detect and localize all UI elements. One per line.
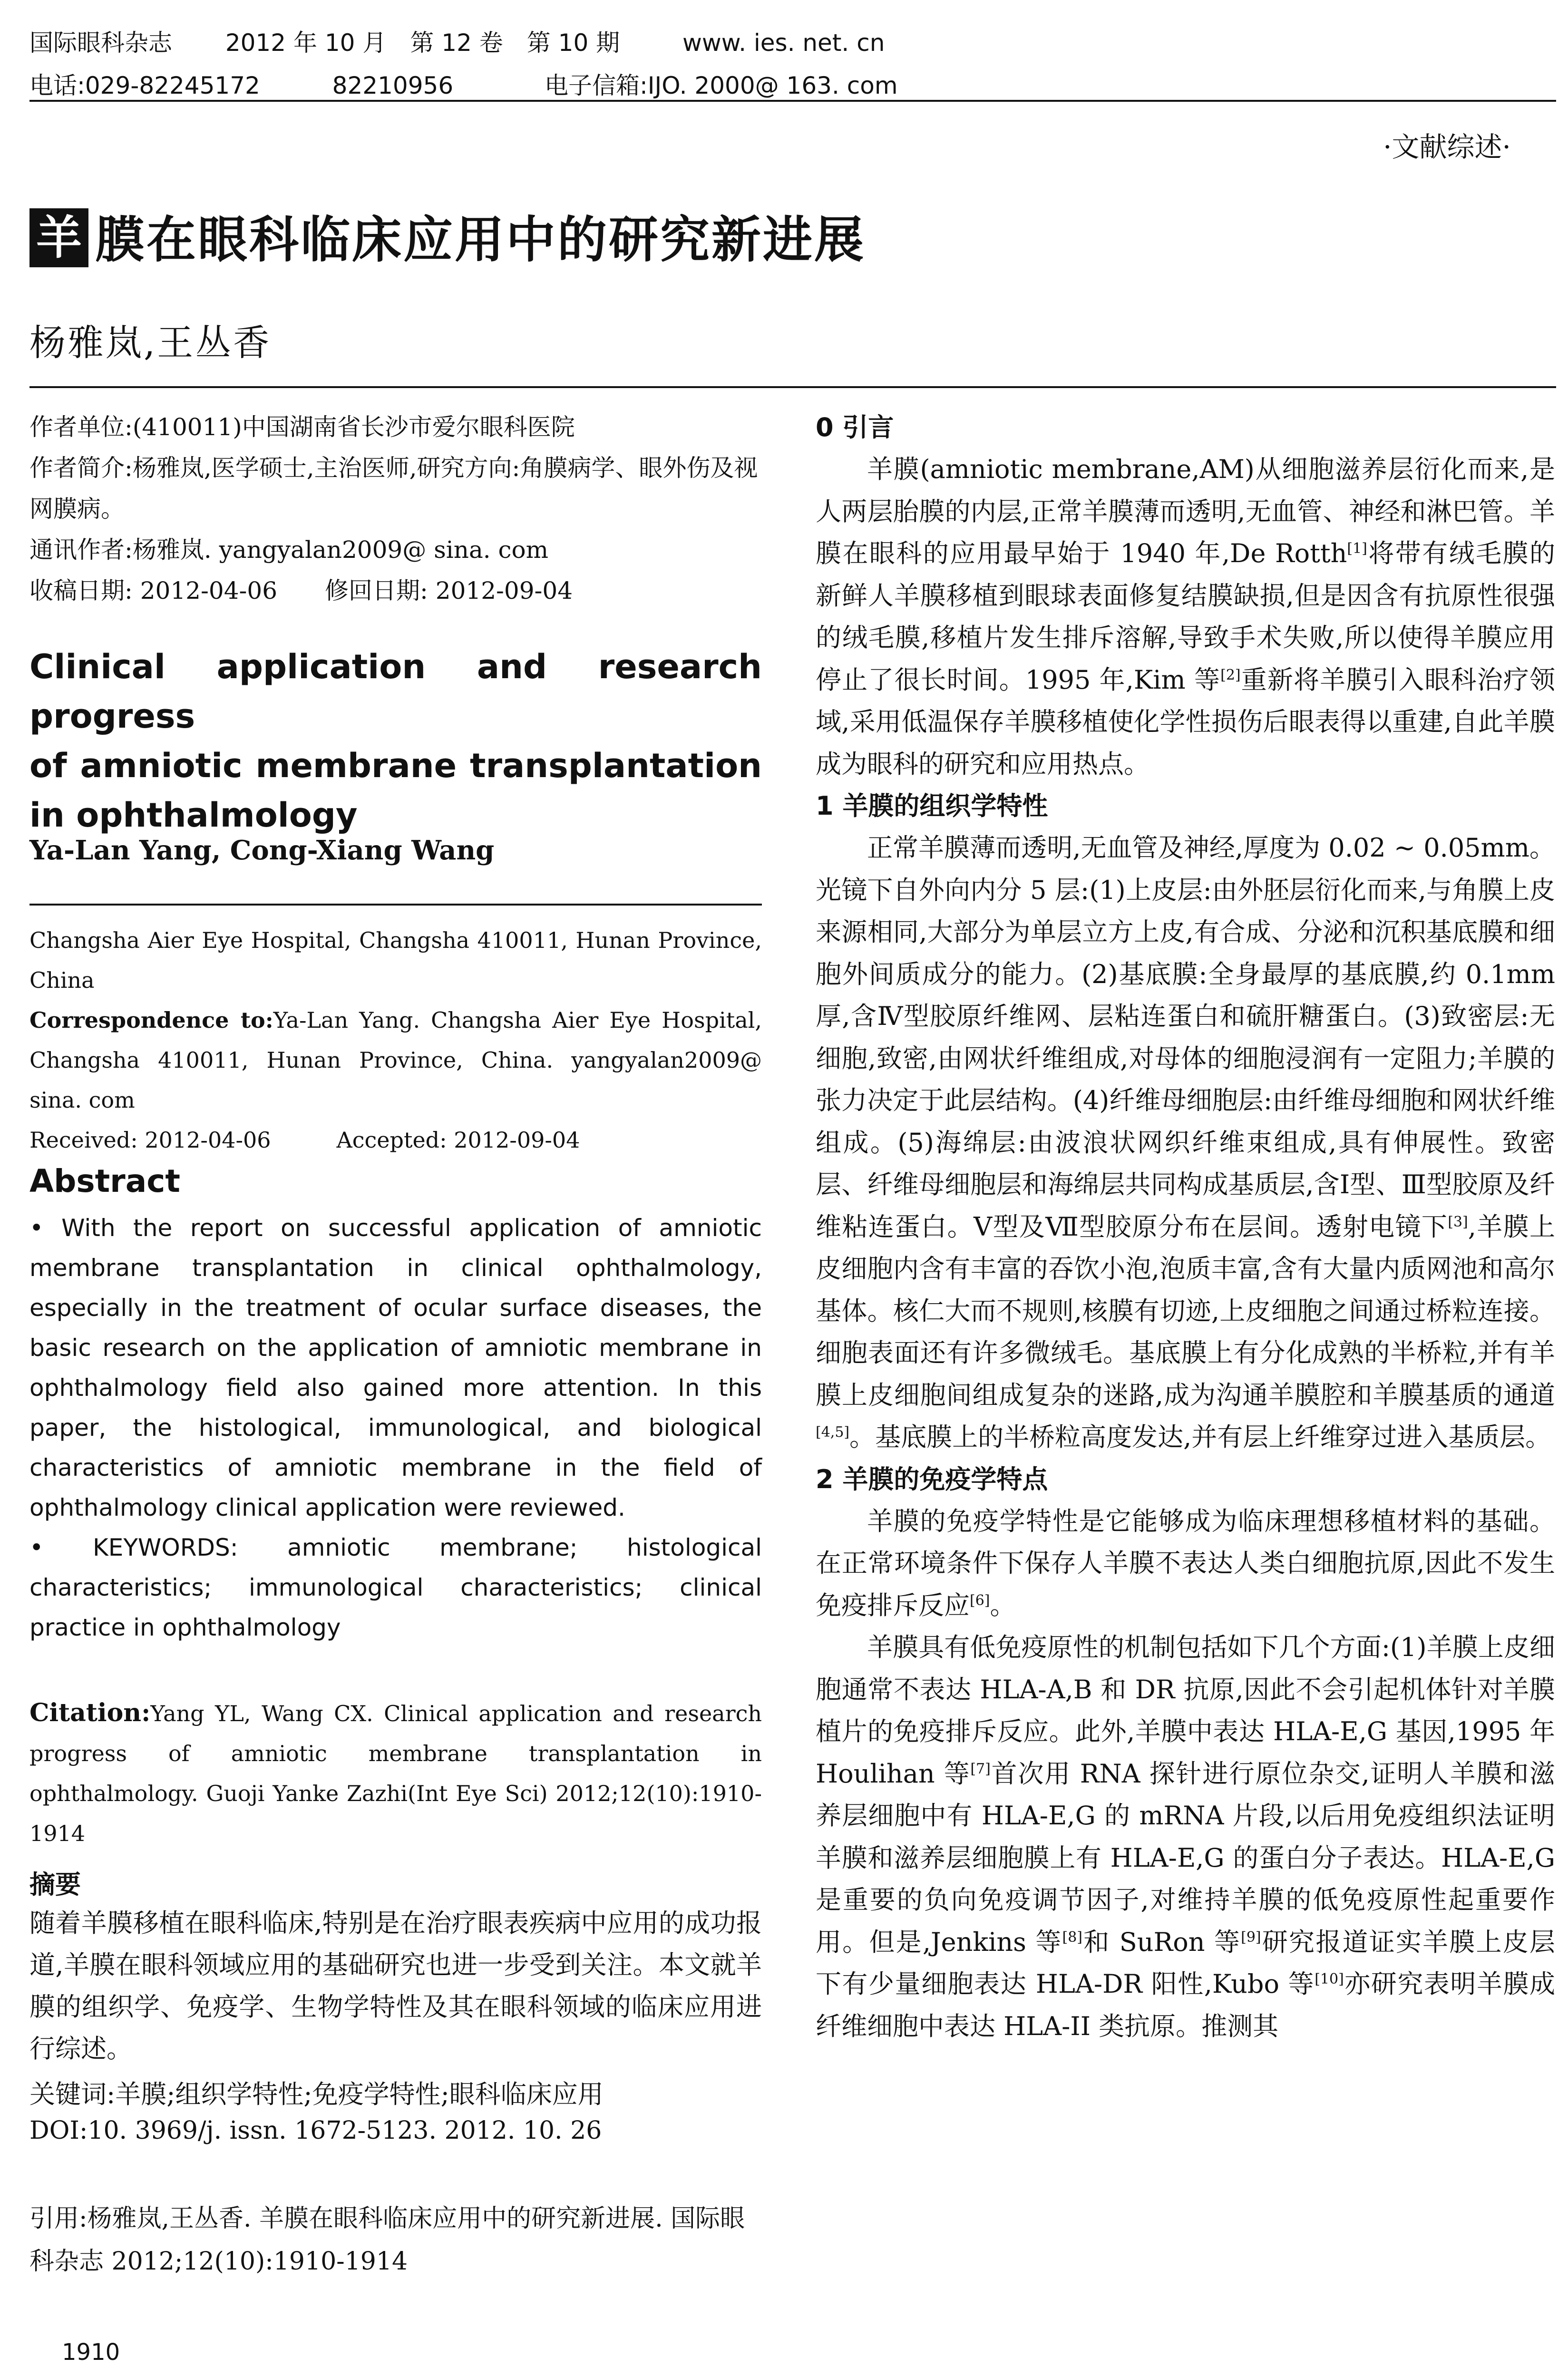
journal-phone-2: 82210956 [332,72,454,99]
page-number: 1910 [62,2339,120,2366]
doi[interactable]: DOI:10. 3969/j. issn. 1672-5123. 2012. 10. 26 [29,2116,602,2145]
header-rule [29,100,1556,102]
title-rule [29,386,1556,388]
abstract-body [29,1208,762,1647]
english-affiliation: Changsha Aier Eye Hospital, Changsha 410011, Hunan Province, China [29,927,762,993]
body-text [816,407,1555,2047]
section-tag: ·文献综述· [1383,131,1511,163]
meta-correspondence: 通讯作者:杨雅岚. yangyalan2009@ sina. com [29,536,549,564]
correspondence-text: Ya-Lan Yang. Changsha Aier Eye Hospital, Changsha 410011, Hunan Province, China. yangyalan2009@ sina. com [29,1007,762,1113]
english-title-line-3: in ophthalmology [29,796,358,835]
abstract-keywords: • KEYWORDS: amniotic membrane; histological characteristics; immunological characteristics; clinical practice in ophthalmology [29,1534,762,1641]
abstract-heading: Abstract [29,1163,180,1199]
journal-email[interactable]: 电子信箱:IJO. 2000@ 163. com [544,72,898,99]
journal-name: 国际眼科杂志 [29,29,172,57]
paragraph-intro: 羊膜(amniotic membrane,AM)从细胞滋养层衍化而来,是人两层胎膜的内层,正常羊膜薄而透明,无血管、神经和淋巴管。羊膜在眼科的应用最早始于 1940 年,De Rotth[1]将带有绒毛膜的新鲜人羊膜移植到眼球表面修复结膜缺损,但是因含有抗原性很强的绒毛膜,移植片发生排斥溶解,导致手术失败,所以使得羊膜应用停止了很长时间。1995 年,Kim 等[2]重新将羊膜引入眼科治疗领域,采用低温保存羊膜移植使化学性损伤后眼表得以重建,自此羊膜成为眼科的研究和应用热点。 [816,454,1555,779]
chinese-keywords: 关键词:羊膜;组织学特性;免疫学特性;眼科临床应用 [29,2079,604,2109]
section-heading-histology: 1 羊膜的组织学特性 [816,791,1048,821]
paragraph-immunology-2: 羊膜具有低免疫原性的机制包括如下几个方面:(1)羊膜上皮细胞通常不表达 HLA-A,B 和 DR 抗原,因此不会引起机体针对羊膜植片的免疫排斥反应。此外,羊膜中表达 HLA-E,G 基因,1995 年 Houlihan 等[7]首次用 RNA 探针进行原位杂交,证明人羊膜和滋养层细胞中有 HLA-E,G 的 mRNA 片段,以后用免疫组织法证明羊膜和滋养层细胞膜上有 HLA-E,G 的蛋白分子表达。HLA-E,G 是重要的负向免疫调节因子,对维持羊膜的低免疫原性起重要作用。但是,Jenkins 等[8]和 SuRon 等[9]研究报道证实羊膜上皮层下有少量细胞表达 HLA-DR 阳性,Kubo 等[10]亦研究表明羊膜成纤维细胞中表达 HLA-II 类抗原。推测其 [816,1632,1555,2041]
author-meta [29,407,762,611]
english-received: Received: 2012-04-06 Accepted: 2012-09-04 [29,1127,580,1153]
chinese-citation: 引用:杨雅岚,王丛香. 羊膜在眼科临床应用中的研究新进展. 国际眼科杂志 2012;12(10):1910-1914 [29,2204,745,2276]
meta-affiliation: 作者单位:(410011)中国湖南省长沙市爱尔眼科医院 [29,413,575,441]
left-column-rule [29,904,762,906]
chinese-abstract-text: 随着羊膜移植在眼科临床,特别是在治疗眼表疾病中应用的成功报道,羊膜在眼科领域应用的基础研究也进一步受到关注。本文就羊膜的组织学、免疫学、生物学特性及其在眼科领域的临床应用进行综述。 [29,1908,762,2064]
chinese-abstract-heading: 摘要 [29,1870,81,1900]
authors-zh: 杨雅岚,王丛香 [29,321,272,364]
english-citation [29,1693,762,1853]
journal-header-line-2 [29,67,898,101]
journal-website[interactable]: www. ies. net. cn [682,29,885,57]
citation-label: Citation: [29,1698,151,1727]
english-title [29,642,762,840]
section-heading-intro: 0 引言 [816,412,894,442]
paragraph-immunology-1: 羊膜的免疫学特性是它能够成为临床理想移植材料的基础。在正常环境条件下保存人羊膜不表达人类白细胞抗原,因此不发生免疫排斥反应[6]。 [816,1506,1555,1620]
english-authors: Ya-Lan Yang, Cong-Xiang Wang [29,835,495,866]
abstract-text: • With the report on successful application of amniotic membrane transplantation in clinical ophthalmology, especially in the treatment of ocular surface diseases, the basic research on the application of amniotic membrane in ophthalmology field also gained more attention. In this paper, the histological, immunological, and biological characteristics of amniotic membrane in the field of ophthalmology clinical application were reviewed. [29,1214,762,1521]
journal-phone: 电话:029-82245172 [29,72,260,99]
title-first-char: 羊 [29,208,88,267]
section-heading-immunology: 2 羊膜的免疫学特点 [816,1464,1048,1494]
english-correspondence [29,1000,762,1120]
english-title-line-2: of amniotic membrane transplantation [29,746,762,785]
paragraph-histology: 正常羊膜薄而透明,无血管及神经,厚度为 0.02 ~ 0.05mm。光镜下自外向内分 5 层:(1)上皮层:由外胚层衍化而来,与角膜上皮来源相同,大部分为单层立方上皮,有合成、分泌和沉积基底膜和细胞外间质成分的能力。(2)基底膜:全身最厚的基底膜,约 0.1mm 厚,含Ⅳ型胶原纤维网、层粘连蛋白和硫肝糖蛋白。(3)致密层:无细胞,致密,由网状纤维组成,对母体的细胞浸润有一定阻力;羊膜的张力决定于此层结构。(4)纤维母细胞层:由纤维母细胞和网状纤维组成。(5)海绵层:由波浪状网织纤维束组成,具有伸展性。致密层、纤维母细胞层和海绵层共同构成基质层,含Ⅰ型、Ⅲ型胶原及纤维粘连蛋白。Ⅴ型及Ⅶ型胶原分布在层间。透射电镜下[3],羊膜上皮细胞内含有丰富的吞饮小泡,泡质丰富,含有大量内质网池和高尔基体。核仁大而不规则,核膜有切迹,上皮细胞之间通过桥粒连接。细胞表面还有许多微绒毛。基底膜上有分化成熟的半桥粒,并有羊膜上皮细胞间组成复杂的迷路,成为沟通羊膜腔和羊膜基质的通道[4,5]。基底膜上的半桥粒高度发达,并有层上纤维穿过进入基质层。 [816,833,1556,1452]
citation-text: Yang YL, Wang CX. Clinical application and research progress of amniotic membrane transplantation in ophthalmology. Guoji Yanke Zazhi(Int Eye Sci) 2012;12(10):1910-1914 [29,1701,762,1846]
journal-header-line-1 [29,24,885,58]
journal-issue: 2012 年 10 月 第 12 卷 第 10 期 [225,29,620,57]
english-affiliation-block [29,920,762,1160]
correspondence-label: Correspondence to: [29,1007,273,1033]
meta-bio: 作者简介:杨雅岚,医学硕士,主治医师,研究方向:角膜病学、眼外伤及视网膜病。 [29,454,758,523]
meta-dates: 收稿日期: 2012-04-06 修回日期: 2012-09-04 [29,577,573,604]
page-title: 膜在眼科临床应用中的研究新进展 [95,211,866,269]
english-title-line-1: Clinical application and research progress [29,647,762,736]
